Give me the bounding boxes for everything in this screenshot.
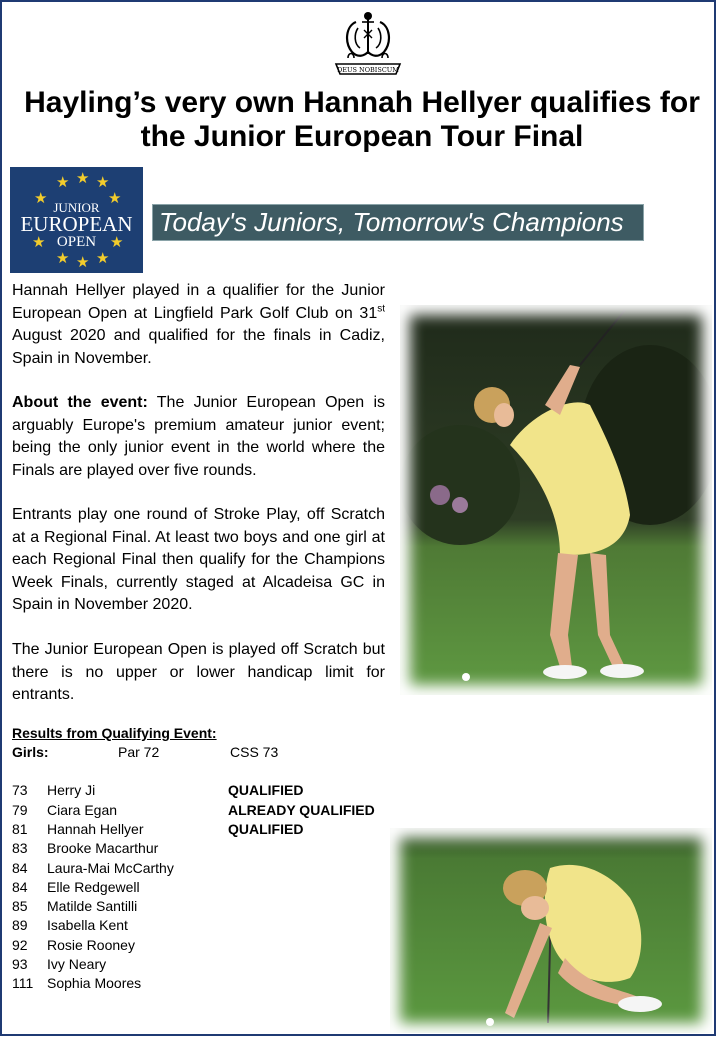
- result-score: 84: [12, 859, 28, 876]
- result-row: [12, 936, 392, 955]
- result-status: QUALIFIED: [228, 821, 304, 837]
- result-score: 73: [12, 782, 28, 799]
- result-score: 93: [12, 956, 28, 973]
- intro-paragraph: [12, 280, 385, 370]
- result-row: [12, 820, 392, 839]
- result-name: Laura-Mai McCarthy: [47, 859, 174, 876]
- results-category-row: [12, 743, 392, 762]
- logo-line-european: EUROPEAN: [20, 212, 133, 236]
- result-name: Hannah Hellyer: [47, 821, 144, 837]
- result-row: [12, 781, 392, 800]
- result-row: [12, 974, 392, 993]
- result-score: 89: [12, 917, 28, 934]
- par-value: Par 72: [118, 744, 160, 761]
- star-icon: ★: [32, 234, 46, 251]
- about-heading: About the event:: [12, 394, 148, 411]
- result-name: Ivy Neary: [47, 956, 107, 973]
- result-name: Matilde Santilli: [47, 898, 138, 915]
- golfer-putting-photo: [390, 828, 712, 1033]
- css-value: CSS 73: [230, 744, 279, 761]
- result-status: ALREADY QUALIFIED: [228, 801, 375, 818]
- intro-text: Hannah Hellyer played in a qualifier for the Junior European Open at Lingfield Park Golf Club on 31: [12, 282, 385, 322]
- qualifying-results: [12, 724, 392, 994]
- star-icon: ★: [96, 174, 110, 191]
- result-score: 111: [12, 975, 34, 992]
- category-label: Girls:: [12, 744, 49, 761]
- result-row: [12, 839, 392, 858]
- star-icon: ★: [96, 250, 110, 267]
- result-row: [12, 801, 392, 820]
- result-row: [12, 897, 392, 916]
- result-score: 84: [12, 878, 28, 895]
- tagline-banner: Today's Juniors, Tomorrow's Champions: [152, 204, 644, 241]
- result-name: Ciara Egan: [47, 801, 118, 818]
- result-score: 92: [12, 936, 28, 953]
- result-name: Brooke Macarthur: [47, 840, 159, 857]
- entrants-paragraph: Entrants play one round of Stroke Play, off Scratch at a Regional Final. At least two boys and one girl at each Regional Final then qualify for the Champions Week Finals, currently staged at Alcadeisa GC in Spain in November 2020.: [12, 506, 385, 613]
- results-list: [12, 781, 392, 993]
- result-name: Herry Ji: [47, 782, 96, 799]
- svg-text:DEUS NOBISCUM: DEUS NOBISCUM: [337, 66, 399, 74]
- result-name: Elle Redgewell: [47, 878, 140, 895]
- intro-text-continued: August 2020 and qualified for the finals in Cadiz, Spain in November.: [12, 327, 385, 367]
- results-title: Results from Qualifying Event:: [12, 725, 217, 741]
- handicap-paragraph: The Junior European Open is played off Scratch but there is no upper or lower handicap limit for entrants.: [12, 641, 385, 703]
- page-headline: Hayling’s very own Hannah Hellyer qualifies for the Junior European Tour Final: [24, 86, 700, 153]
- result-row: [12, 859, 392, 878]
- star-icon: ★: [108, 190, 122, 207]
- result-score: 83: [12, 840, 28, 857]
- about-paragraph: [12, 392, 385, 482]
- result-status: QUALIFIED: [228, 782, 304, 799]
- result-score: 81: [12, 821, 28, 837]
- result-score: 85: [12, 898, 28, 915]
- star-icon: ★: [76, 254, 90, 271]
- result-name: Rosie Rooney: [47, 936, 135, 953]
- result-row: [12, 916, 392, 935]
- result-name: Isabella Kent: [47, 917, 128, 934]
- star-icon: ★: [34, 190, 48, 207]
- result-row: [12, 878, 392, 897]
- logo-line-open: OPEN: [56, 234, 97, 250]
- logo-line-junior: JUNIOR: [53, 200, 100, 215]
- star-icon: ★: [56, 250, 70, 267]
- club-crest: [328, 8, 408, 80]
- star-icon: ★: [76, 170, 90, 187]
- date-ordinal: st: [377, 303, 385, 315]
- star-icon: ★: [56, 174, 70, 191]
- golfer-swing-photo: [400, 305, 712, 695]
- golf-club-crest-icon: [328, 8, 408, 80]
- result-name: Sophia Moores: [47, 975, 142, 992]
- star-icon: ★: [110, 234, 124, 251]
- result-score: 79: [12, 801, 28, 818]
- about-text: The Junior European Open is arguably Europe's premium amateur junior event; being the only junior event in the world where the Finals are played over five rounds.: [12, 394, 386, 479]
- result-row: [12, 955, 392, 974]
- junior-european-open-logo: [10, 167, 143, 273]
